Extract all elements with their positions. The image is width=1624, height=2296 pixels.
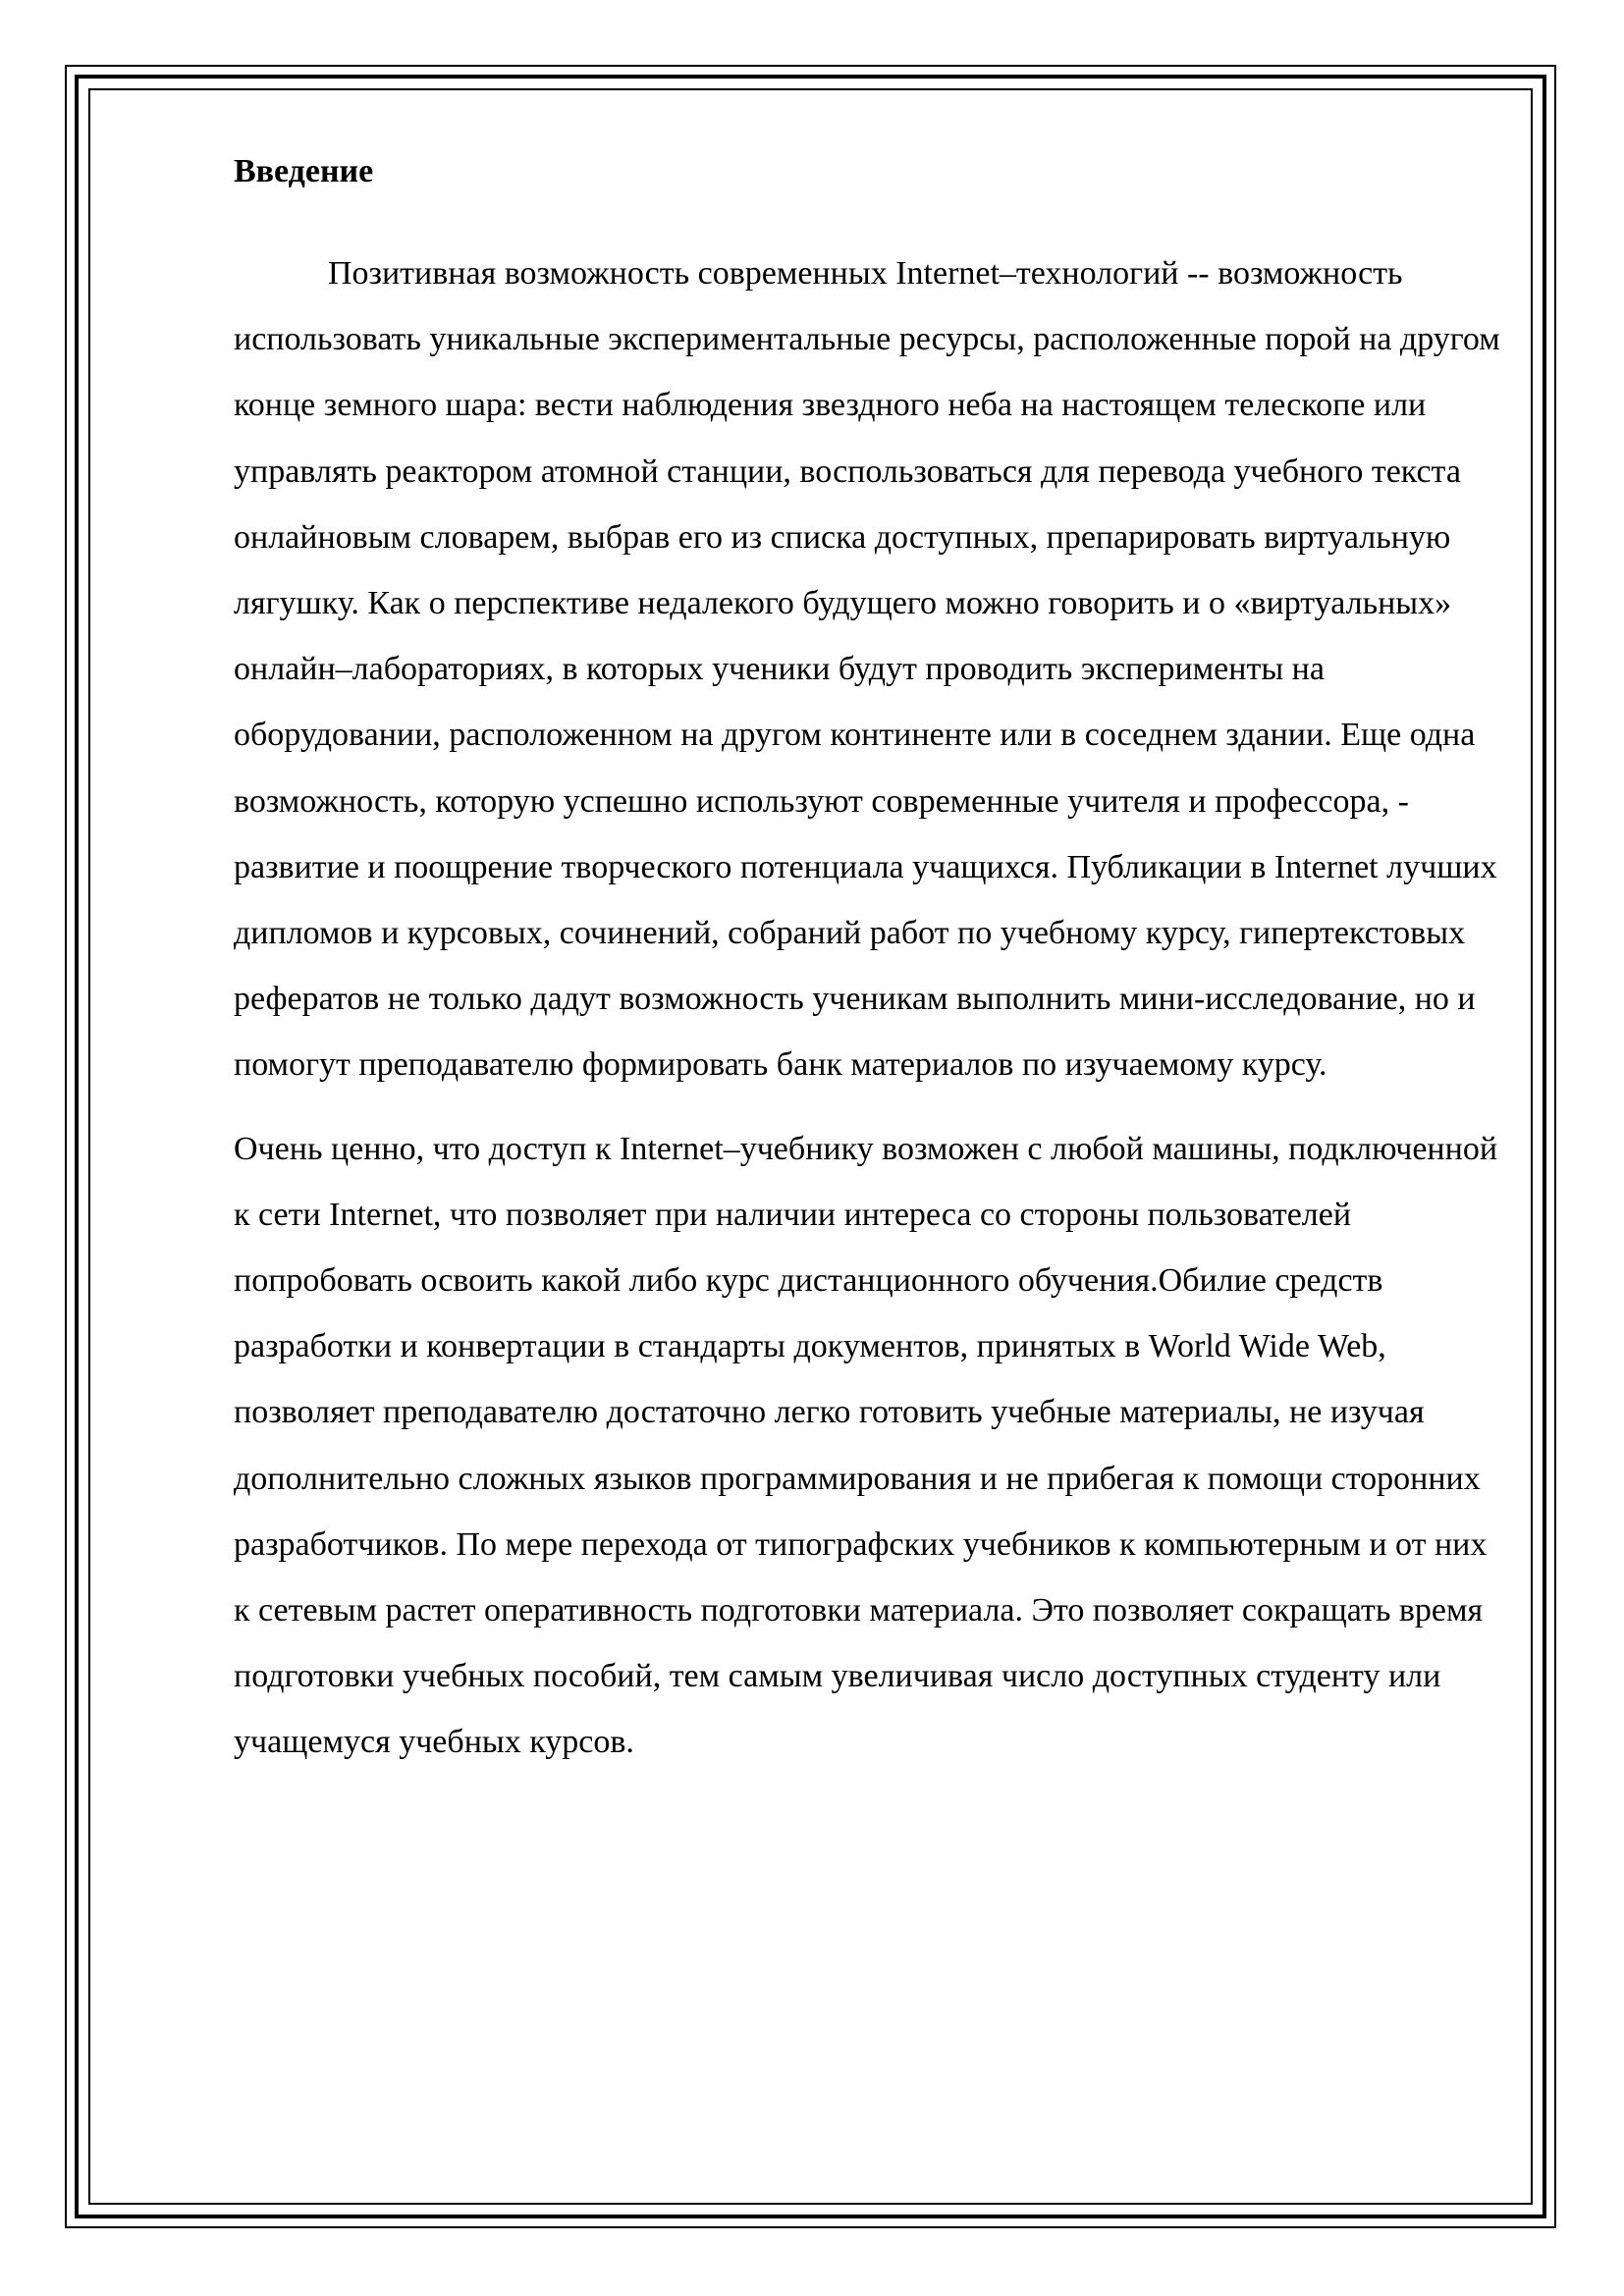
paragraph-intro: Позитивная возможность современных Internet–технологий -- возможность использовать уникальные экспериментальные ресурсы, расположенные порой на другом конце земного шара: вести наблюдения звездного неба на настоящем телескопе или управлять реактором атомной станции, воспользоваться для перевода учебного текста онлайновым словарем, выбрав его из списка доступных, препарировать виртуальную лягушку. Как о перспективе недалекого будущего можно говорить и о «виртуальных» онлайн–лабораториях, в которых ученики будут проводить эксперименты на оборудовании, расположенном на другом континенте или в соседнем здании. Еще одна возможность, которую успешно используют современные учителя и профессора, - развитие и поощрение творческого потенциала учащихся. Публикации в Internet лучших дипломов и курсовых, сочинений, собраний работ по учебному курсу, гипертекстовых рефератов не только дадут возможность ученикам выполнить мини-исследование, но и помогут преподавателю формировать банк материалов по изучаемому курсу. [234,255,1500,1084]
paragraph-second: Очень ценно, что доступ к Internet–учебнику возможен с любой машины, подключенной к сети Internet, что позволяет при наличии интереса со стороны пользователей попробовать освоить какой либо курс дистанционного обучения.Обилие средств разработки и конвертации в стандарты документов, принятых в World Wide Web, позволяет преподавателю достаточно легко готовить учебные материалы, не изучая дополнительно сложных языков программирования и не прибегая к помощи сторонних разработчиков. По мере перехода от типографских учебников к компьютерным и от них к сетевым растет оперативность подготовки материала. Это позволяет сокращать время подготовки учебных пособий, тем самым увеличивая число доступных студенту или учащемуся учебных курсов. [234,1130,1498,1761]
page-content [234,152,1510,1776]
section-heading: Введение [234,153,374,189]
